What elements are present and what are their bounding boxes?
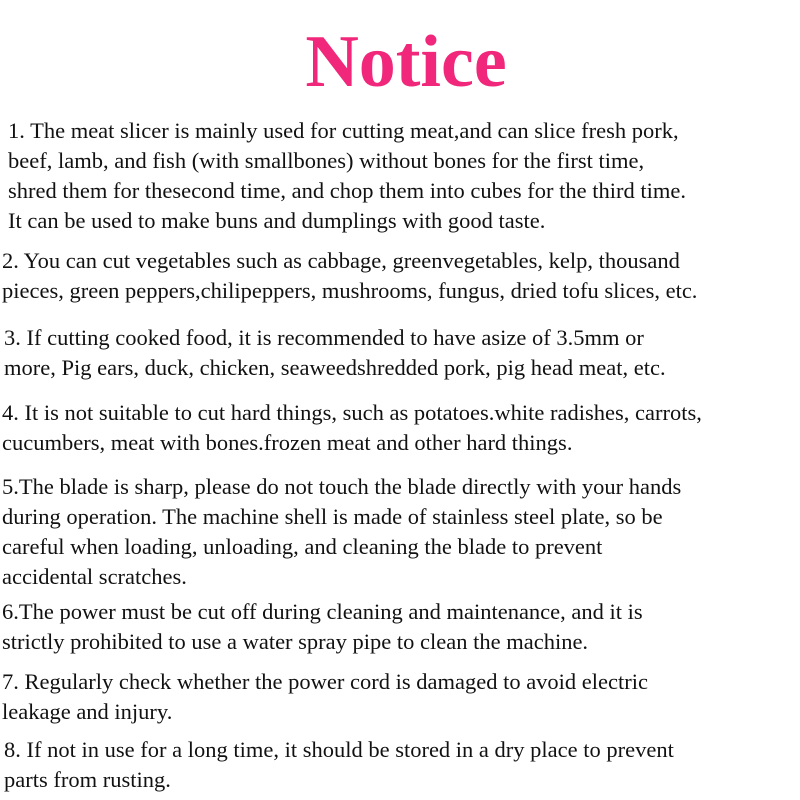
notice-item-6: [2, 597, 643, 657]
notice-line: leakage and injury.: [2, 699, 173, 724]
notice-item-1: [8, 116, 686, 236]
notice-item-5: [2, 472, 681, 592]
notice-item-8: [4, 735, 674, 795]
notice-item-4: [2, 398, 702, 458]
notice-line: 1. The meat slicer is mainly used for cutting meat,and can slice fresh pork,: [8, 118, 679, 143]
notice-line: more, Pig ears, duck, chicken, seaweedshredded pork, pig head meat, etc.: [4, 355, 666, 380]
notice-line: 3. If cutting cooked food, it is recommended to have asize of 3.5mm or: [4, 325, 644, 350]
notice-line: 2. You can cut vegetables such as cabbage, greenvegetables, kelp, thousand: [2, 248, 680, 273]
notice-line: 8. If not in use for a long time, it should be stored in a dry place to prevent: [4, 737, 674, 762]
notice-item-7: [2, 667, 648, 727]
notice-line: 4. It is not suitable to cut hard things, such as potatoes.white radishes, carrots,: [2, 400, 702, 425]
notice-line: shred them for thesecond time, and chop them into cubes for the third time.: [8, 178, 686, 203]
notice-line: cucumbers, meat with bones.frozen meat and other hard things.: [2, 430, 573, 455]
page-title: Notice: [305, 21, 507, 103]
notice-line: 6.The power must be cut off during cleaning and maintenance, and it is: [2, 599, 643, 624]
notice-line: accidental scratches.: [2, 564, 187, 589]
notice-item-2: [2, 246, 697, 306]
notice-item-3: [4, 323, 666, 383]
notice-line: 7. Regularly check whether the power cord is damaged to avoid electric: [2, 669, 648, 694]
notice-line: pieces, green peppers,chilipeppers, mushrooms, fungus, dried tofu slices, etc.: [2, 278, 698, 303]
notice-line: careful when loading, unloading, and cleaning the blade to prevent: [2, 534, 603, 559]
notice-line: It can be used to make buns and dumplings with good taste.: [8, 208, 546, 233]
notice-line: during operation. The machine shell is made of stainless steel plate, so be: [2, 504, 663, 529]
notice-line: 5.The blade is sharp, please do not touch the blade directly with your hands: [2, 474, 682, 499]
notice-line: strictly prohibited to use a water spray pipe to clean the machine.: [2, 629, 589, 654]
notice-line: beef, lamb, and fish (with smallbones) without bones for the first time,: [8, 148, 645, 173]
notice-line: parts from rusting.: [4, 767, 171, 792]
